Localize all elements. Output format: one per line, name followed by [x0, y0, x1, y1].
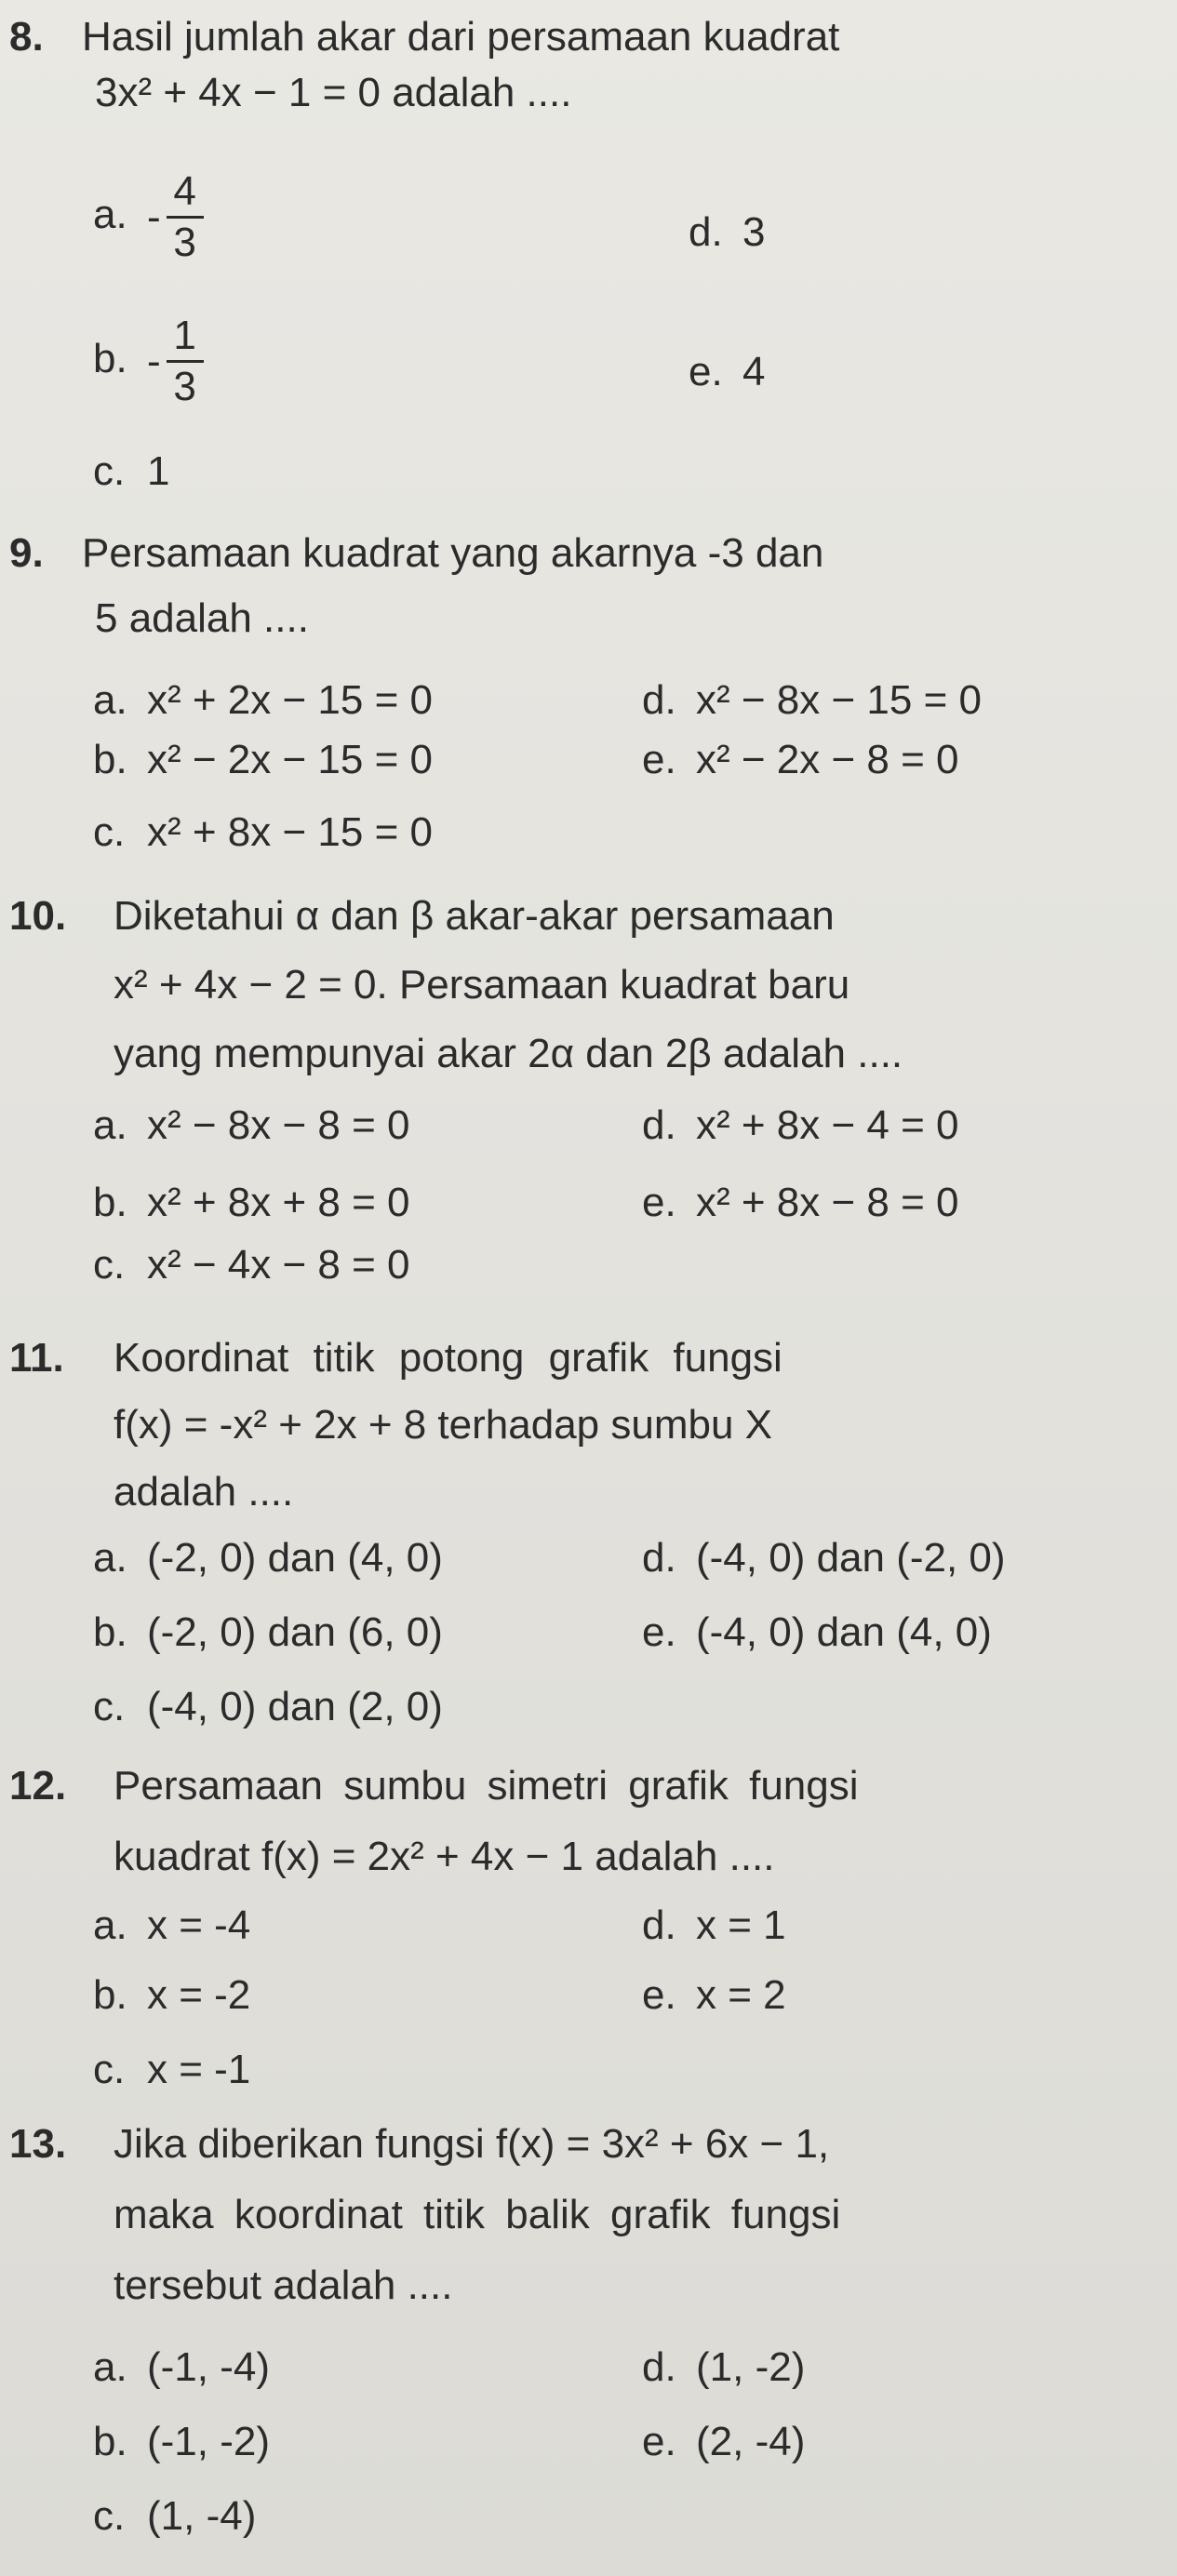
option-letter: b.: [93, 2419, 127, 2464]
option-b[interactable]: [93, 2419, 270, 2465]
option-value: (1, -2): [696, 2344, 806, 2390]
question-number: 13.: [9, 2121, 67, 2167]
question-text: x² + 4x − 2 = 0. Persamaan kuadrat baru: [114, 962, 850, 1008]
option-e[interactable]: [689, 349, 765, 395]
question-text: kuadrat f(x) = 2x² + 4x − 1 adalah ....: [114, 1834, 775, 1879]
question-number: 10.: [9, 893, 67, 939]
option-c[interactable]: [93, 2047, 250, 2093]
option-letter: c.: [93, 2493, 126, 2539]
option-a[interactable]: [93, 1102, 410, 1149]
option-d[interactable]: [642, 1902, 786, 1949]
option-letter: c.: [93, 1684, 126, 1729]
option-b[interactable]: [93, 737, 433, 783]
fraction-denominator: 3: [173, 220, 196, 265]
question-number: 11.: [9, 1335, 64, 1381]
question-text: Hasil jumlah akar dari persamaan kuadrat: [82, 14, 840, 60]
option-letter: c.: [93, 1242, 126, 1288]
option-e[interactable]: [642, 2419, 805, 2465]
option-c[interactable]: [93, 448, 169, 495]
option-letter: d.: [642, 2344, 676, 2390]
option-letter: d.: [642, 1535, 676, 1581]
option-e[interactable]: [642, 737, 959, 783]
option-value: (-4, 0) dan (2, 0): [147, 1684, 443, 1729]
option-letter: d.: [689, 209, 723, 255]
option-value: 3: [742, 209, 766, 255]
option-value: x² − 2x − 15 = 0: [147, 737, 433, 782]
option-c[interactable]: [93, 809, 433, 856]
question-9: [9, 526, 1163, 647]
option-value: (-1, -2): [147, 2419, 270, 2464]
option-d[interactable]: [642, 677, 982, 724]
option-e[interactable]: [642, 1972, 786, 2019]
option-letter: c.: [93, 448, 126, 494]
option-a[interactable]: [93, 167, 204, 267]
option-value: x² − 4x − 8 = 0: [147, 1242, 410, 1288]
question-text: Jika diberikan fungsi f(x) = 3x² + 6x − 1,: [114, 2121, 830, 2167]
question-12: [9, 1758, 1163, 1885]
option-letter: e.: [642, 1180, 676, 1225]
option-letter: a.: [93, 2344, 127, 2390]
option-c[interactable]: [93, 1684, 443, 1730]
option-a[interactable]: [93, 1535, 443, 1582]
option-value: (-2, 0) dan (6, 0): [147, 1609, 443, 1655]
option-value: (2, -4): [696, 2419, 806, 2464]
question-number: 9.: [9, 530, 44, 576]
minus-sign: -: [147, 338, 161, 384]
question-text: maka koordinat titik balik grafik fungsi: [114, 2192, 841, 2237]
question-number: 12.: [9, 1763, 67, 1809]
option-letter: e.: [642, 737, 676, 782]
option-e[interactable]: [642, 1609, 992, 1656]
option-letter: d.: [642, 1902, 676, 1948]
option-value: (1, -4): [147, 2493, 257, 2539]
option-value: x² + 8x − 8 = 0: [696, 1180, 959, 1225]
option-value: (-2, 0) dan (4, 0): [147, 1535, 443, 1581]
option-value: x = -4: [147, 1902, 251, 1948]
option-letter: e.: [642, 2419, 676, 2464]
option-letter: d.: [642, 1102, 676, 1148]
option-letter: b.: [93, 1180, 127, 1225]
fraction-numerator: 1: [173, 313, 196, 358]
option-c[interactable]: [93, 1242, 410, 1288]
option-letter: e.: [642, 1609, 676, 1655]
option-letter: a.: [93, 677, 127, 723]
fraction: [167, 167, 204, 267]
option-value: x = 2: [696, 1972, 786, 2018]
option-value: 1: [147, 448, 170, 494]
option-value: (-4, 0) dan (-2, 0): [696, 1535, 1006, 1581]
question-11: [9, 1330, 1163, 1520]
option-letter: c.: [93, 809, 126, 855]
option-c[interactable]: [93, 2493, 256, 2540]
question-text: Persamaan sumbu simetri grafik fungsi: [114, 1763, 859, 1809]
option-letter: b.: [93, 1972, 127, 2018]
option-value: x² + 8x + 8 = 0: [147, 1180, 410, 1225]
option-d[interactable]: [689, 209, 765, 256]
option-letter: b.: [93, 336, 127, 382]
option-letter: b.: [93, 1609, 127, 1655]
option-b[interactable]: [93, 1609, 443, 1656]
option-value: x² + 8x − 4 = 0: [696, 1102, 959, 1148]
option-letter: a.: [93, 1535, 127, 1581]
question-text: Diketahui α dan β akar-akar persamaan: [114, 893, 835, 939]
option-letter: c.: [93, 2047, 126, 2092]
option-letter: a.: [93, 1102, 127, 1148]
option-value: x² + 8x − 15 = 0: [147, 809, 433, 855]
question-text: f(x) = -x² + 2x + 8 terhadap sumbu X: [114, 1402, 772, 1448]
option-letter: b.: [93, 737, 127, 782]
option-d[interactable]: [642, 1102, 959, 1149]
fraction-numerator: 4: [173, 168, 196, 214]
option-a[interactable]: [93, 2344, 270, 2391]
question-text: adalah ....: [114, 1469, 294, 1515]
option-value: 4: [742, 349, 766, 394]
question-text: Koordinat titik potong grafik fungsi: [114, 1335, 782, 1381]
question-8: [9, 9, 1163, 121]
option-a[interactable]: [93, 1902, 250, 1949]
option-value: (-4, 0) dan (4, 0): [696, 1609, 992, 1655]
question-text: 5 adalah ....: [95, 595, 309, 641]
option-letter: e.: [642, 1972, 676, 2018]
option-e[interactable]: [642, 1180, 959, 1226]
option-value: x² − 2x − 8 = 0: [696, 737, 959, 782]
option-value: x² − 8x − 8 = 0: [147, 1102, 410, 1148]
question-text: Persamaan kuadrat yang akarnya -3 dan: [82, 530, 824, 576]
question-text: yang mempunyai akar 2α dan 2β adalah ....: [114, 1031, 903, 1076]
option-value: x² + 2x − 15 = 0: [147, 677, 433, 723]
question-13: [9, 2116, 1163, 2314]
question-10: [9, 888, 1163, 1082]
option-value: x = 1: [696, 1902, 786, 1948]
option-value: x = -2: [147, 1972, 251, 2018]
option-b[interactable]: [93, 312, 204, 411]
option-value: x = -1: [147, 2047, 251, 2092]
question-text: 3x² + 4x − 1 = 0 adalah ....: [95, 70, 572, 115]
fraction-denominator: 3: [173, 364, 196, 409]
option-a[interactable]: [93, 677, 433, 724]
question-number: 8.: [9, 14, 44, 60]
option-d[interactable]: [642, 1535, 1006, 1582]
option-b[interactable]: [93, 1180, 410, 1226]
option-letter: a.: [93, 192, 127, 238]
option-d[interactable]: [642, 2344, 805, 2391]
option-b[interactable]: [93, 1972, 250, 2019]
option-value: (-1, -4): [147, 2344, 270, 2390]
option-letter: e.: [689, 349, 723, 394]
option-value: x² − 8x − 15 = 0: [696, 677, 982, 723]
question-text: tersebut adalah ....: [114, 2262, 453, 2308]
option-letter: d.: [642, 677, 676, 723]
minus-sign: -: [147, 194, 161, 240]
option-letter: a.: [93, 1902, 127, 1948]
fraction: [167, 312, 204, 411]
